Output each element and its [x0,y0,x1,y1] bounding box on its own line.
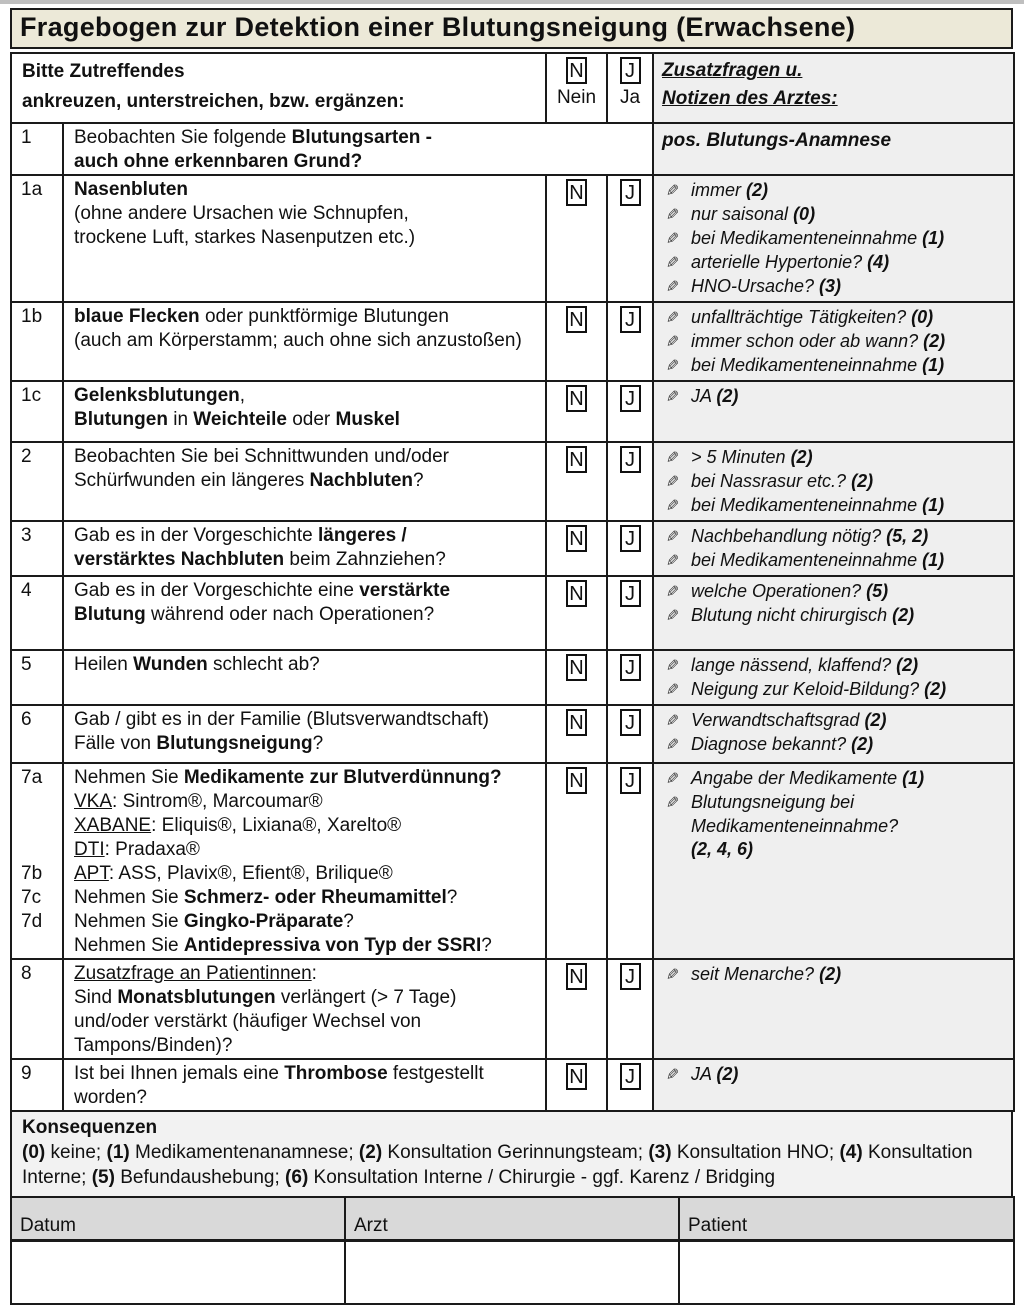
yes-checkbox[interactable]: J [620,385,641,412]
form-title: Fragebogen zur Detektion einer Blutungsneigung (Erwachsene) [20,12,856,42]
yes-cell [607,175,653,302]
question-text: Beobachten Sie folgende Blutungsarten - auch ohne erkennbaren Grund? [63,123,653,175]
note-line: ✎ bei Medikamenteneinnahme (1) [662,227,1009,251]
signature-input-row [11,1240,1014,1304]
note-line: ✎ welche Operationen? (5) [662,580,1009,604]
note-line: ✎ nur saisonal (0) [662,203,1009,227]
yes-checkbox[interactable]: J [620,525,641,552]
pencil-icon: ✎ [665,450,680,467]
no-column-label: Nein [556,87,597,108]
yes-checkbox[interactable]: J [620,580,641,607]
note-line: ✎ unfallträchtige Tätigkeiten? (0) [662,306,1009,330]
question-text: Nehmen Sie Medikamente zur Blutverdünnung? VKA: Sintrom®, Marcoumar® XABANE: Eliquis®, Lixiana®, Xarelto® DTI: Pradaxa® APT: ASS, Plavix®, Efient®, Brilique® Nehmen Sie Schmerz- oder Rheumamittel? Nehmen Sie Gingko-Präparate? Nehmen Sie Antidepressiva von Typ der SSRI? [63,763,546,959]
doctor-notes-cell [653,763,1014,959]
note-line: ✎ immer (2) [662,179,1009,203]
question-text: Gab es in der Vorgeschichte längeres / verstärktes Nachbluten beim Zahnziehen? [63,521,546,576]
table-row [11,381,1014,442]
pencil-icon: ✎ [665,183,680,200]
pencil-icon: ✎ [665,255,680,272]
no-cell [546,1059,607,1111]
note-line: ✎ Blutung nicht chirurgisch (2) [662,604,1009,628]
header-instruction-line2: ankreuzen, unterstreichen, bzw. ergänzen: [22,91,405,112]
doctor-notes-cell [653,650,1014,705]
yes-cell [607,442,653,521]
no-cell [546,175,607,302]
doctor-notes-cell [653,123,1014,175]
no-cell [546,442,607,521]
question-rows [11,123,1014,1111]
row-number: 1a [11,175,63,302]
question-text: Gelenksblutungen, Blutungen in Weichteile oder Muskel [63,381,546,442]
signature-label-datum: Datum [11,1197,345,1240]
table-row [11,521,1014,576]
doctor-notes-cell [653,576,1014,650]
yes-checkbox[interactable]: J [620,446,641,473]
yes-checkbox[interactable]: J [620,963,641,990]
pencil-icon: ✎ [665,771,680,788]
pencil-icon: ✎ [665,553,680,570]
row-number: 7a 7b 7c 7d [11,763,63,959]
header-notes-cell [653,53,1014,123]
doctor-notes-cell [653,442,1014,521]
note-line: ✎ HNO-Ursache? (3) [662,275,1009,299]
no-checkbox[interactable]: N [566,963,587,990]
row-number: 8 [11,959,63,1059]
note-line: ✎ Angabe der Medikamente (1) [662,767,1009,791]
question-text: Ist bei Ihnen jemals eine Thrombose festgestellt worden? [63,1059,546,1111]
table-row [11,763,1014,959]
pencil-icon: ✎ [665,713,680,730]
note-line: ✎ bei Medikamenteneinnahme (1) [662,549,1009,573]
signature-label-patient: Patient [679,1197,1014,1240]
no-checkbox[interactable]: N [566,525,587,552]
note-line: ✎ seit Menarche? (2) [662,963,1009,987]
row-number: 3 [11,521,63,576]
pencil-icon: ✎ [665,334,680,351]
table-row [11,123,1014,175]
yes-cell [607,1059,653,1111]
pencil-icon: ✎ [665,279,680,296]
no-cell [546,705,607,763]
question-text: blaue Flecken oder punktförmige Blutungen (auch am Körperstamm; auch ohne sich anzustoßen) [63,302,546,381]
no-cell [546,381,607,442]
consequences-section [10,1110,1013,1198]
table-row [11,959,1014,1059]
pencil-icon: ✎ [665,207,680,224]
question-text: Beobachten Sie bei Schnittwunden und/oder Schürfwunden ein längeres Nachbluten? [63,442,546,521]
note-line: ✎ arterielle Hypertonie? (4) [662,251,1009,275]
row-number: 1 [11,123,63,175]
yes-cell [607,763,653,959]
doctor-notes-cell [653,521,1014,576]
note-line: ✎ > 5 Minuten (2) [662,446,1009,470]
pencil-icon: ✎ [665,474,680,491]
question-text: Gab es in der Vorgeschichte eine verstärkte Blutung während oder nach Operationen? [63,576,546,650]
note-line: ✎ JA (2) [662,385,1009,409]
header-instruction-cell [11,53,546,123]
table-row [11,442,1014,521]
yes-checkbox[interactable]: J [620,1063,641,1090]
signature-cell-patient[interactable] [679,1240,1014,1304]
row-number: 4 [11,576,63,650]
no-cell [546,959,607,1059]
no-cell [546,302,607,381]
no-cell [546,576,607,650]
doctor-notes-cell [653,381,1014,442]
page-top-edge [0,0,1024,4]
pencil-icon: ✎ [665,1067,680,1084]
no-checkbox[interactable]: N [566,1063,587,1090]
table-row [11,576,1014,650]
yes-cell [607,521,653,576]
no-cell [546,650,607,705]
yes-cell [607,576,653,650]
yes-checkbox[interactable]: J [620,767,641,794]
table-row [11,175,1014,302]
signature-cell-datum[interactable] [11,1240,345,1304]
yes-column-label: Ja [619,87,641,108]
pencil-icon: ✎ [665,310,680,327]
no-checkbox[interactable]: N [566,446,587,473]
yes-cell [607,650,653,705]
section-note: pos. Blutungs-Anamnese [662,130,892,151]
pencil-icon: ✎ [665,358,680,375]
notes-heading-line2: Notizen des Arztes: [662,88,838,109]
pencil-icon: ✎ [665,795,680,812]
doctor-notes-cell [653,1059,1014,1111]
yes-cell [607,959,653,1059]
no-checkbox[interactable]: N [566,179,587,206]
table-row [11,1059,1014,1111]
note-line: ✎ bei Medikamenteneinnahme (1) [662,354,1009,378]
note-line: Medikamenteneinnahme? [691,816,899,836]
doctor-notes-cell [653,302,1014,381]
no-cell [546,521,607,576]
no-checkbox[interactable]: N [566,654,587,681]
table-header-row [11,53,1014,123]
yes-cell [607,705,653,763]
pencil-icon: ✎ [665,658,680,675]
row-number: 1b [11,302,63,381]
note-line: ✎ bei Medikamenteneinnahme (1) [662,494,1009,518]
row-number: 6 [11,705,63,763]
yes-checkbox[interactable]: J [620,57,641,84]
note-line: ✎ Verwandtschaftsgrad (2) [662,709,1009,733]
yes-cell [607,302,653,381]
yes-checkbox[interactable]: J [620,306,641,333]
form-title-bar [10,8,1013,49]
consequences-title: Konsequenzen [22,1117,158,1138]
no-checkbox[interactable]: N [566,580,587,607]
pencil-icon: ✎ [665,231,680,248]
note-line: ✎ Neigung zur Keloid-Bildung? (2) [662,678,1009,702]
signature-cell-arzt[interactable] [345,1240,679,1304]
pencil-icon: ✎ [665,682,680,699]
no-checkbox[interactable]: N [566,709,587,736]
signature-label-arzt: Arzt [345,1197,679,1240]
signature-header-row [11,1197,1014,1240]
pencil-icon: ✎ [665,584,680,601]
pencil-icon: ✎ [665,498,680,515]
no-checkbox[interactable]: N [566,57,587,84]
doctor-notes-cell [653,705,1014,763]
no-checkbox[interactable]: N [566,385,587,412]
row-number: 2 [11,442,63,521]
notes-heading-line1: Zusatzfragen u. [662,60,803,81]
questionnaire-table [10,52,1015,1112]
consequences-text: (0) keine; (1) Medikamentenanamnese; (2) Konsultation Gerinnungsteam; (3) Konsultation HNO; (4) Konsultation Interne; (5) Befundaushebung; (6) Konsultation Interne / Chirurgie - ggf. Karenz / Bridging [22,1142,973,1188]
note-line: ✎ Blutungsneigung bei [662,791,1009,815]
question-text: Gab / gibt es in der Familie (Blutsverwandtschaft) Fälle von Blutungsneigung? [63,705,546,763]
yes-checkbox[interactable]: J [620,654,641,681]
questionnaire-page [10,8,1013,1305]
row-number: 1c [11,381,63,442]
note-line: ✎ JA (2) [662,1063,1009,1087]
table-row [11,302,1014,381]
doctor-notes-cell [653,959,1014,1059]
doctor-notes-cell [653,175,1014,302]
pencil-icon: ✎ [665,967,680,984]
row-number: 5 [11,650,63,705]
no-checkbox[interactable]: N [566,767,587,794]
question-text: Heilen Wunden schlecht ab? [63,650,546,705]
pencil-icon: ✎ [665,389,680,406]
header-yes-column [607,53,653,123]
signature-table [10,1196,1015,1305]
note-line: ✎ Diagnose bekannt? (2) [662,733,1009,757]
pencil-icon: ✎ [665,737,680,754]
note-line: (2, 4, 6) [691,839,754,859]
yes-checkbox[interactable]: J [620,179,641,206]
row-number: 9 [11,1059,63,1111]
yes-checkbox[interactable]: J [620,709,641,736]
header-no-column [546,53,607,123]
table-row [11,705,1014,763]
note-line: ✎ bei Nassrasur etc.? (2) [662,470,1009,494]
question-text: Zusatzfrage an Patientinnen: Sind Monatsblutungen verlängert (> 7 Tage) und/oder verstärkt (häufiger Wechsel von Tampons/Binden)? [63,959,546,1059]
no-checkbox[interactable]: N [566,306,587,333]
pencil-icon: ✎ [665,608,680,625]
table-row [11,650,1014,705]
note-line: ✎ immer schon oder ab wann? (2) [662,330,1009,354]
yes-cell [607,381,653,442]
question-text: Nasenbluten (ohne andere Ursachen wie Schnupfen, trockene Luft, starkes Nasenputzen etc.) [63,175,546,302]
no-cell [546,763,607,959]
header-instruction-line1: Bitte Zutreffendes [22,61,185,82]
pencil-icon: ✎ [665,529,680,546]
note-line: ✎ lange nässend, klaffend? (2) [662,654,1009,678]
note-line: ✎ Nachbehandlung nötig? (5, 2) [662,525,1009,549]
